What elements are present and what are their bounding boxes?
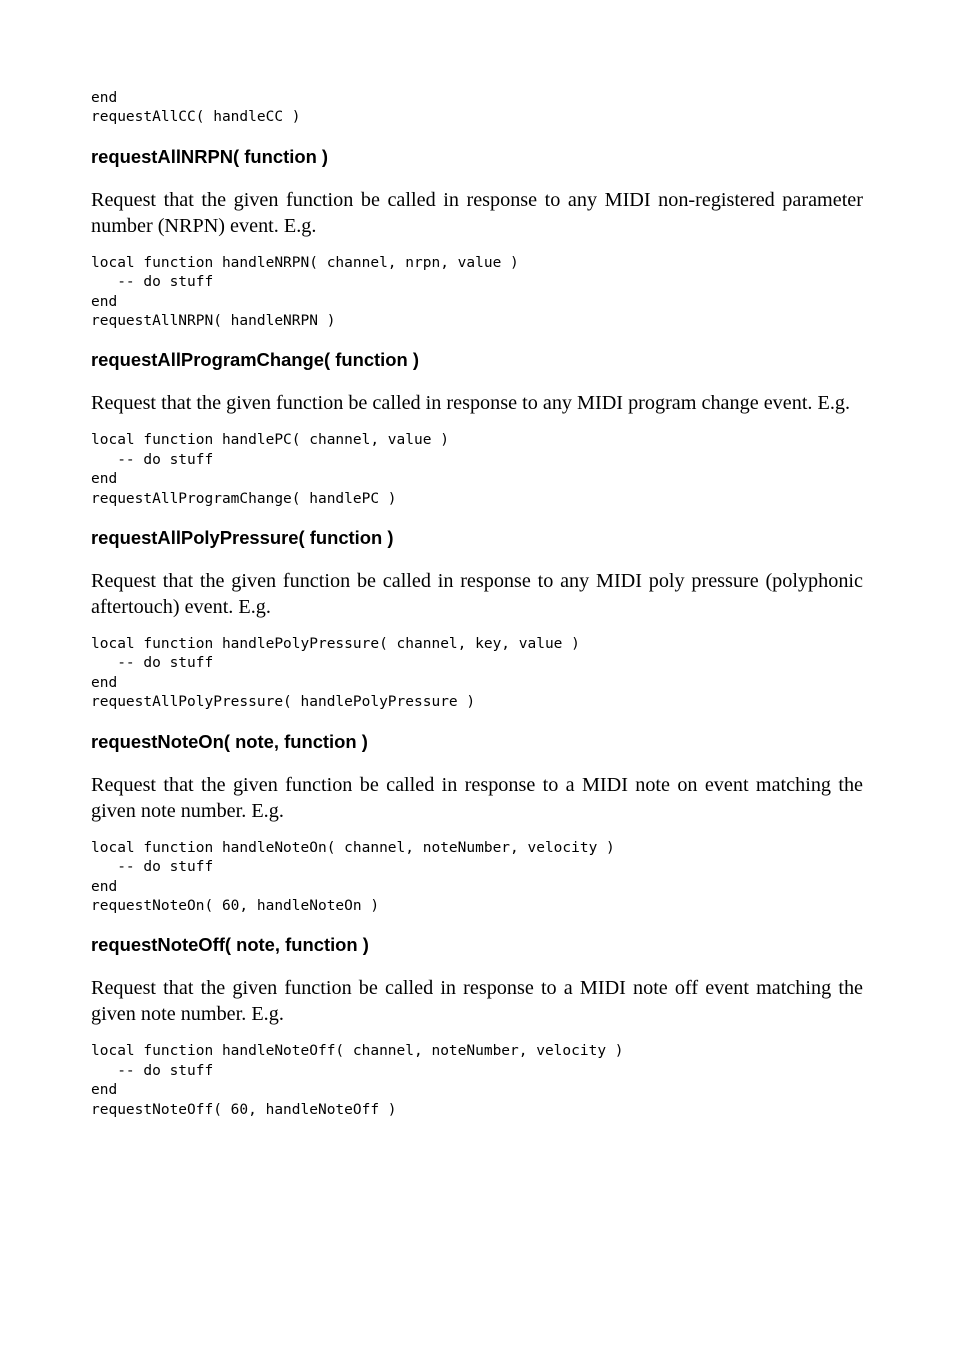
code-example: local function handleNoteOff( channel, noteNumber, velocity ) -- do stuff end requestNoteOff( 60, handleNoteOff ) — [91, 1043, 624, 1118]
function-description: Request that the given function be called in response to a MIDI note on event matching the given note number. E.g. — [91, 773, 863, 822]
function-description: Request that the given function be called in response to any MIDI non-registered parameter number (NRPN) event. E.g. — [91, 188, 863, 237]
section-request-all-program-change — [91, 349, 863, 509]
code-example: local function handleNRPN( channel, nrpn, value ) -- do stuff end requestAllNRPN( handleNRPN ) — [91, 254, 519, 330]
section-request-note-on — [91, 731, 863, 917]
code-example: local function handleNoteOn( channel, noteNumber, velocity ) -- do stuff end requestNoteOn( 60, handleNoteOn ) — [91, 839, 615, 914]
function-heading: requestNoteOn( note, function ) — [91, 730, 368, 752]
function-heading: requestAllNRPN( function ) — [91, 145, 329, 167]
document-page — [91, 89, 863, 1120]
function-description: Request that the given function be called in response to any MIDI poly pressure (polyphonic aftertouch) event. E.g. — [91, 570, 863, 619]
section-request-all-nrpn — [91, 146, 863, 332]
function-heading: requestAllProgramChange( function ) — [91, 349, 419, 371]
function-description: Request that the given function be called in response to a MIDI note off event matching the given note number. E.g. — [91, 977, 863, 1026]
code-example: local function handlePolyPressure( channel, key, value ) -- do stuff end requestAllPolyPressure( handlePolyPressure ) — [91, 636, 580, 711]
code-example: local function handlePC( channel, value ) -- do stuff end requestAllProgramChange( handlePC ) — [91, 432, 449, 507]
code-block-request-all-cc: end requestAllCC( handleCC ) — [91, 90, 301, 126]
function-description: Request that the given function be called in response to any MIDI program change event. E.g. — [91, 392, 851, 415]
section-request-all-poly-pressure — [91, 527, 863, 713]
section-request-note-off — [91, 934, 863, 1120]
function-heading: requestAllPolyPressure( function ) — [91, 527, 394, 549]
function-heading: requestNoteOff( note, function ) — [91, 934, 369, 956]
